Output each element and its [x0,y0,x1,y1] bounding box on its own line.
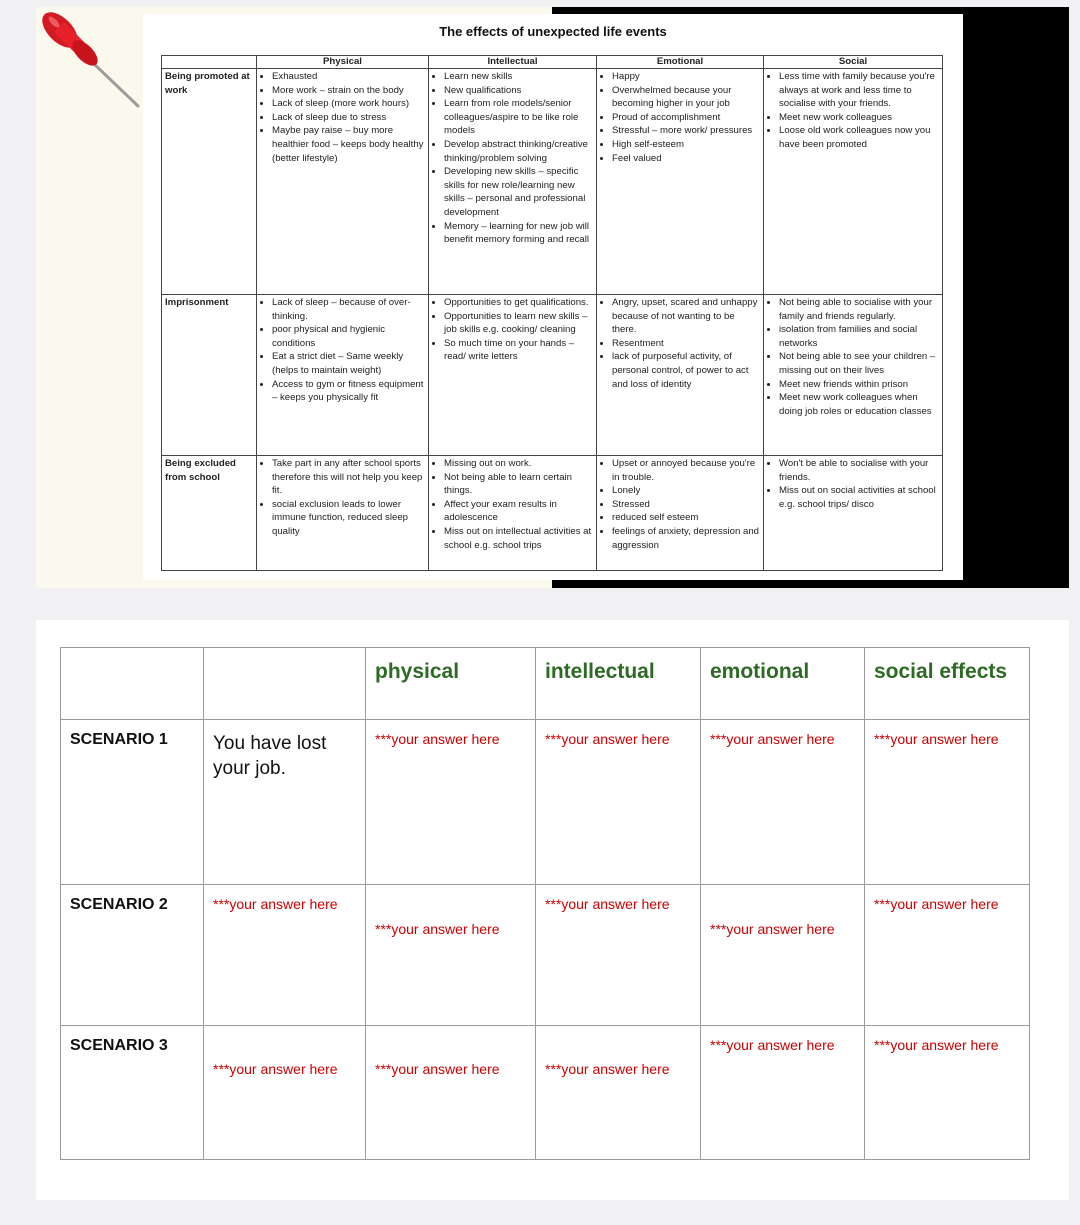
worksheet-header-row [61,648,1030,720]
bullet-item: • Resentment [612,337,760,351]
reference-table [161,55,943,571]
bullet-item: • Missing out on work. [444,457,593,471]
scenario-3-row [61,1026,1030,1160]
bullet-item: • Developing new skills – specific skills for new role/learning new skills – personal and professional development [444,165,593,219]
bullet-item: • Overwhelmed because your becoming higher in your job [612,84,760,111]
bullet-item: • Upset or annoyed because you're in trouble. [612,457,760,484]
bullet-item: • More work – strain on the body [272,84,425,98]
scenario-1-row [61,720,1030,885]
social-cell [764,456,943,571]
reference-row-promoted [162,69,943,295]
physical-cell [257,456,429,571]
reference-row-imprisonment [162,295,943,456]
bullet-item: • Meet new work colleagues when doing job roles or education classes [779,391,939,418]
header-intellectual: intellectual [536,648,701,720]
bullet-item: • Exhausted [272,70,425,84]
physical-cell [257,295,429,456]
bullet-item: • Not being able to see your children – missing out on their lives [779,350,939,377]
bullet-item: • Develop abstract thinking/creative thinking/problem solving [444,138,593,165]
scenario-2-label: SCENARIO 2 [61,885,204,1026]
scenario-1-physical-answer[interactable]: ***your answer here [366,720,536,885]
scenario-1-label: SCENARIO 1 [61,720,204,885]
header-blank-1 [61,648,204,720]
bullet-item: • Access to gym or fitness equipment – keeps you physically fit [272,378,425,405]
bullet-item: • Lonely [612,484,760,498]
worksheet-card [36,620,1069,1200]
header-social-effects: social effects [865,648,1030,720]
scenario-2-emotional-answer[interactable]: ***your answer here [701,885,865,1026]
scenario-3-social-answer[interactable]: ***your answer here [865,1026,1030,1160]
bullet-item: • Miss out on social activities at school e.g. school trips/ disco [779,484,939,511]
intellectual-cell [429,295,597,456]
bullet-item: • Lack of sleep (more work hours) [272,97,425,111]
bullet-item: • So much time on your hands – read/ write letters [444,337,593,364]
bullet-item: • Not being able to learn certain things. [444,471,593,498]
bullet-item: • New qualifications [444,84,593,98]
reference-header-emotional: Emotional [597,56,764,69]
scenario-3-prompt-answer[interactable]: ***your answer here [204,1026,366,1160]
intellectual-cell [429,456,597,571]
bullet-item: • reduced self esteem [612,511,760,525]
bullet-item: • Won't be able to socialise with your friends. [779,457,939,484]
bullet-item: • Stressful – more work/ pressures [612,124,760,138]
intellectual-cell [429,69,597,295]
reference-header-blank [162,56,257,69]
bullet-item: • poor physical and hygienic conditions [272,323,425,350]
reference-row-excluded [162,456,943,571]
bullet-item: • social exclusion leads to lower immune function, reduced sleep quality [272,498,425,539]
scenario-2-physical-answer[interactable]: ***your answer here [366,885,536,1026]
bullet-item: • Opportunities to get qualifications. [444,296,593,310]
scenario-3-emotional-answer[interactable]: ***your answer here [701,1026,865,1160]
bullet-item: • Loose old work colleagues now you have been promoted [779,124,939,151]
scenario-3-label: SCENARIO 3 [61,1026,204,1160]
worksheet-table [60,647,1030,1160]
emotional-cell [597,456,764,571]
header-blank-2 [204,648,366,720]
bullet-item: • Eat a strict diet – Same weekly (helps to maintain weight) [272,350,425,377]
bullet-item: • Take part in any after school sports therefore this will not help you keep fit. [272,457,425,498]
reference-sheet [143,14,963,580]
scenario-2-row [61,885,1030,1026]
bullet-item: • High self-esteem [612,138,760,152]
scenario-1-social-answer[interactable]: ***your answer here [865,720,1030,885]
bullet-item: • Stressed [612,498,760,512]
bullet-item: • Learn new skills [444,70,593,84]
bullet-item: • Meet new friends within prison [779,378,939,392]
reference-header-social: Social [764,56,943,69]
bullet-item: • Opportunities to learn new skills – job skills e.g. cooking/ cleaning [444,310,593,337]
push-pin-icon [30,0,140,110]
bullet-item: • Happy [612,70,760,84]
scenario-3-intellectual-answer[interactable]: ***your answer here [536,1026,701,1160]
emotional-cell [597,295,764,456]
scenario-2-intellectual-answer[interactable]: ***your answer here [536,885,701,1026]
bullet-item: • Meet new work colleagues [779,111,939,125]
bullet-item: • Not being able to socialise with your family and friends regularly. [779,296,939,323]
social-cell [764,69,943,295]
bullet-item: • Feel valued [612,152,760,166]
scenario-1-emotional-answer[interactable]: ***your answer here [701,720,865,885]
scenario-3-physical-answer[interactable]: ***your answer here [366,1026,536,1160]
reference-header-intellectual: Intellectual [429,56,597,69]
scenario-1-prompt: You have lost your job. [204,720,366,885]
bullet-item: • Proud of accomplishment [612,111,760,125]
bullet-item: • Angry, upset, scared and unhappy because of not wanting to be there. [612,296,760,337]
row-label: Being promoted at work [162,69,257,295]
scenario-2-prompt-answer[interactable]: ***your answer here [204,885,366,1026]
social-cell [764,295,943,456]
bullet-item: • Less time with family because you're always at work and less time to socialise with your friends. [779,70,939,111]
reference-header-physical: Physical [257,56,429,69]
physical-cell [257,69,429,295]
reference-title: The effects of unexpected life events [439,24,667,39]
header-emotional: emotional [701,648,865,720]
bullet-item: • Miss out on intellectual activities at school e.g. school trips [444,525,593,552]
bullet-item: • Lack of sleep due to stress [272,111,425,125]
bullet-item: • isolation from families and social networks [779,323,939,350]
bullet-item: • Affect your exam results in adolescence [444,498,593,525]
bullet-item: • Learn from role models/senior colleagues/aspire to be like role models [444,97,593,138]
header-physical: physical [366,648,536,720]
bullet-item: • Memory – learning for new job will benefit memory forming and recall [444,220,593,247]
scenario-1-intellectual-answer[interactable]: ***your answer here [536,720,701,885]
bullet-item: • feelings of anxiety, depression and aggression [612,525,760,552]
row-label: Being excluded from school [162,456,257,571]
reference-header-row [162,56,943,69]
bullet-item: • Maybe pay raise – buy more healthier food – keeps body healthy (better lifestyle) [272,124,425,165]
bullet-item: • lack of purposeful activity, of personal control, of power to act and loss of identity [612,350,760,391]
emotional-cell [597,69,764,295]
scenario-2-social-answer[interactable]: ***your answer here [865,885,1030,1026]
bullet-item: • Lack of sleep – because of over-thinking. [272,296,425,323]
row-label: Imprisonment [162,295,257,456]
